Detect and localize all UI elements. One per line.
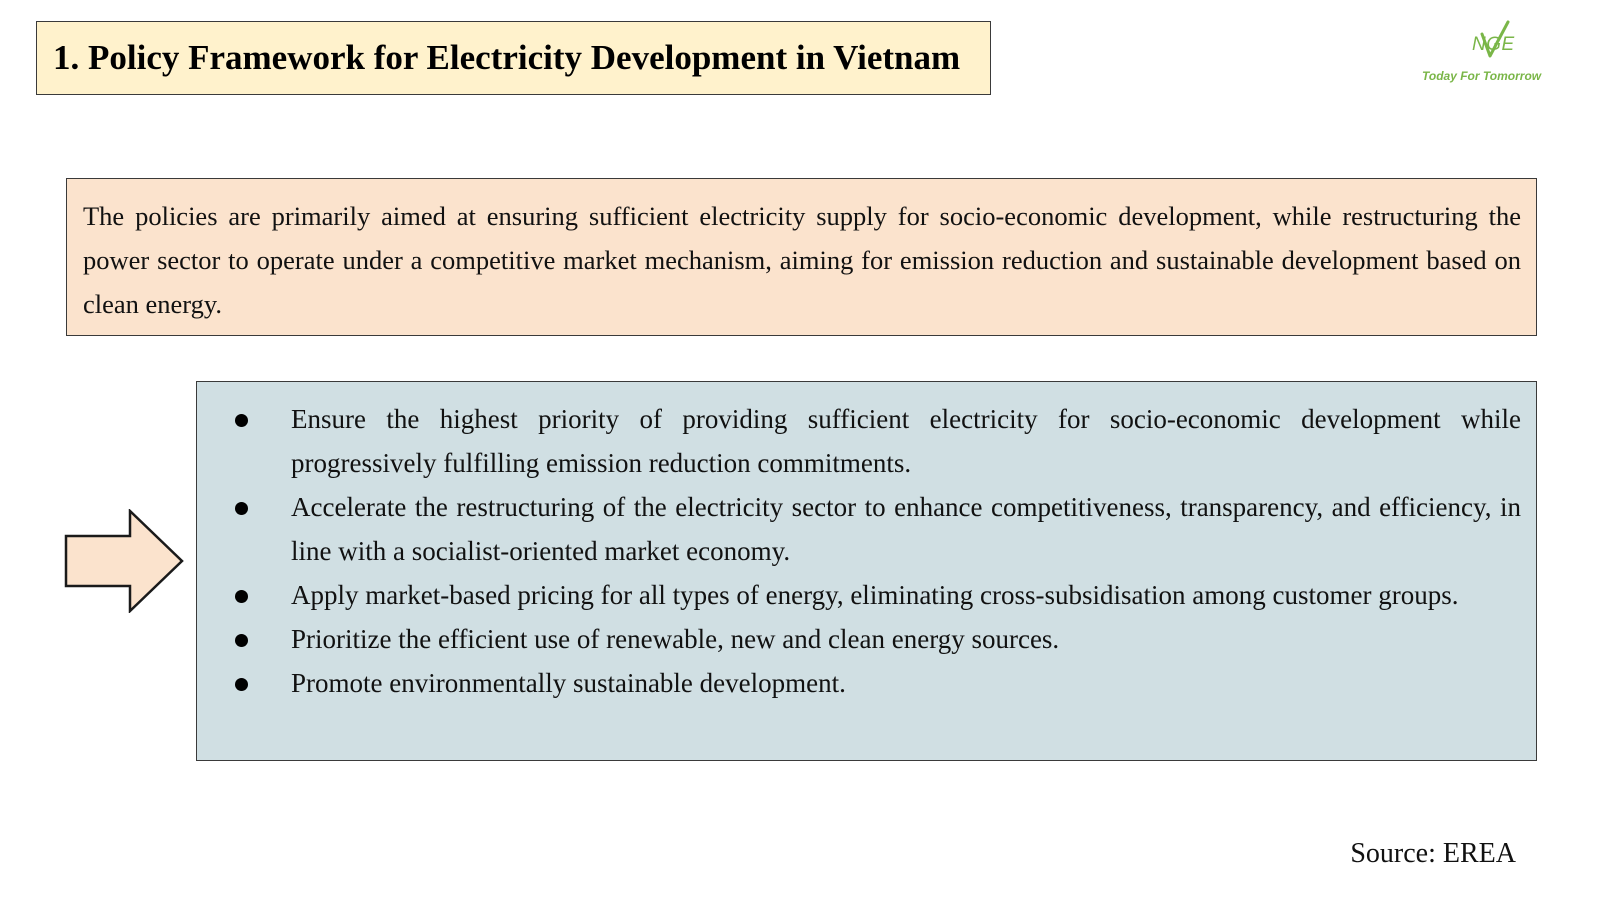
logo-letters: NGE	[1472, 34, 1515, 55]
bullet-box	[196, 381, 1537, 761]
vnge-logo	[1420, 18, 1570, 88]
slide-title: 1. Policy Framework for Electricity Development in Vietnam	[53, 38, 961, 77]
summary-text: The policies are primarily aimed at ensuring sufficient electricity supply for socio-economic development, while restructuring the power sector to operate under a competitive market mechanism, aiming for emission reduction and sustainable development based on clean energy.	[83, 201, 1521, 319]
bullet-dot-icon	[235, 634, 248, 647]
summary-box	[66, 178, 1537, 336]
bullet-dot-icon	[235, 590, 248, 603]
source-citation: Source: EREA	[1350, 838, 1516, 869]
bullet-item-3	[197, 573, 1521, 617]
bullet-list	[197, 397, 1521, 705]
bullet-item-5	[197, 661, 1521, 705]
bullet-text: Prioritize the efficient use of renewable, new and clean energy sources.	[291, 624, 1060, 654]
bullet-text: Ensure the highest priority of providing sufficient electricity for socio-economic development while progressively fulfilling emission reduction commitments.	[291, 404, 1521, 478]
logo-tagline: Today For Tomorrow	[1422, 69, 1542, 83]
bullet-text: Promote environmentally sustainable development.	[291, 668, 846, 698]
bullet-text: Accelerate the restructuring of the electricity sector to enhance competitiveness, transparency, and efficiency, in line with a socialist-oriented market economy.	[291, 492, 1521, 566]
bullet-dot-icon	[235, 502, 248, 515]
bullet-dot-icon	[235, 414, 248, 427]
bullet-text: Apply market-based pricing for all types of energy, eliminating cross-subsidisation among customer groups.	[291, 580, 1459, 610]
bullet-dot-icon	[235, 678, 248, 691]
title-box	[36, 21, 991, 95]
bullet-item-1	[197, 397, 1521, 485]
bullet-item-4	[197, 617, 1521, 661]
bullet-item-2	[197, 485, 1521, 573]
right-arrow-icon	[64, 509, 186, 613]
